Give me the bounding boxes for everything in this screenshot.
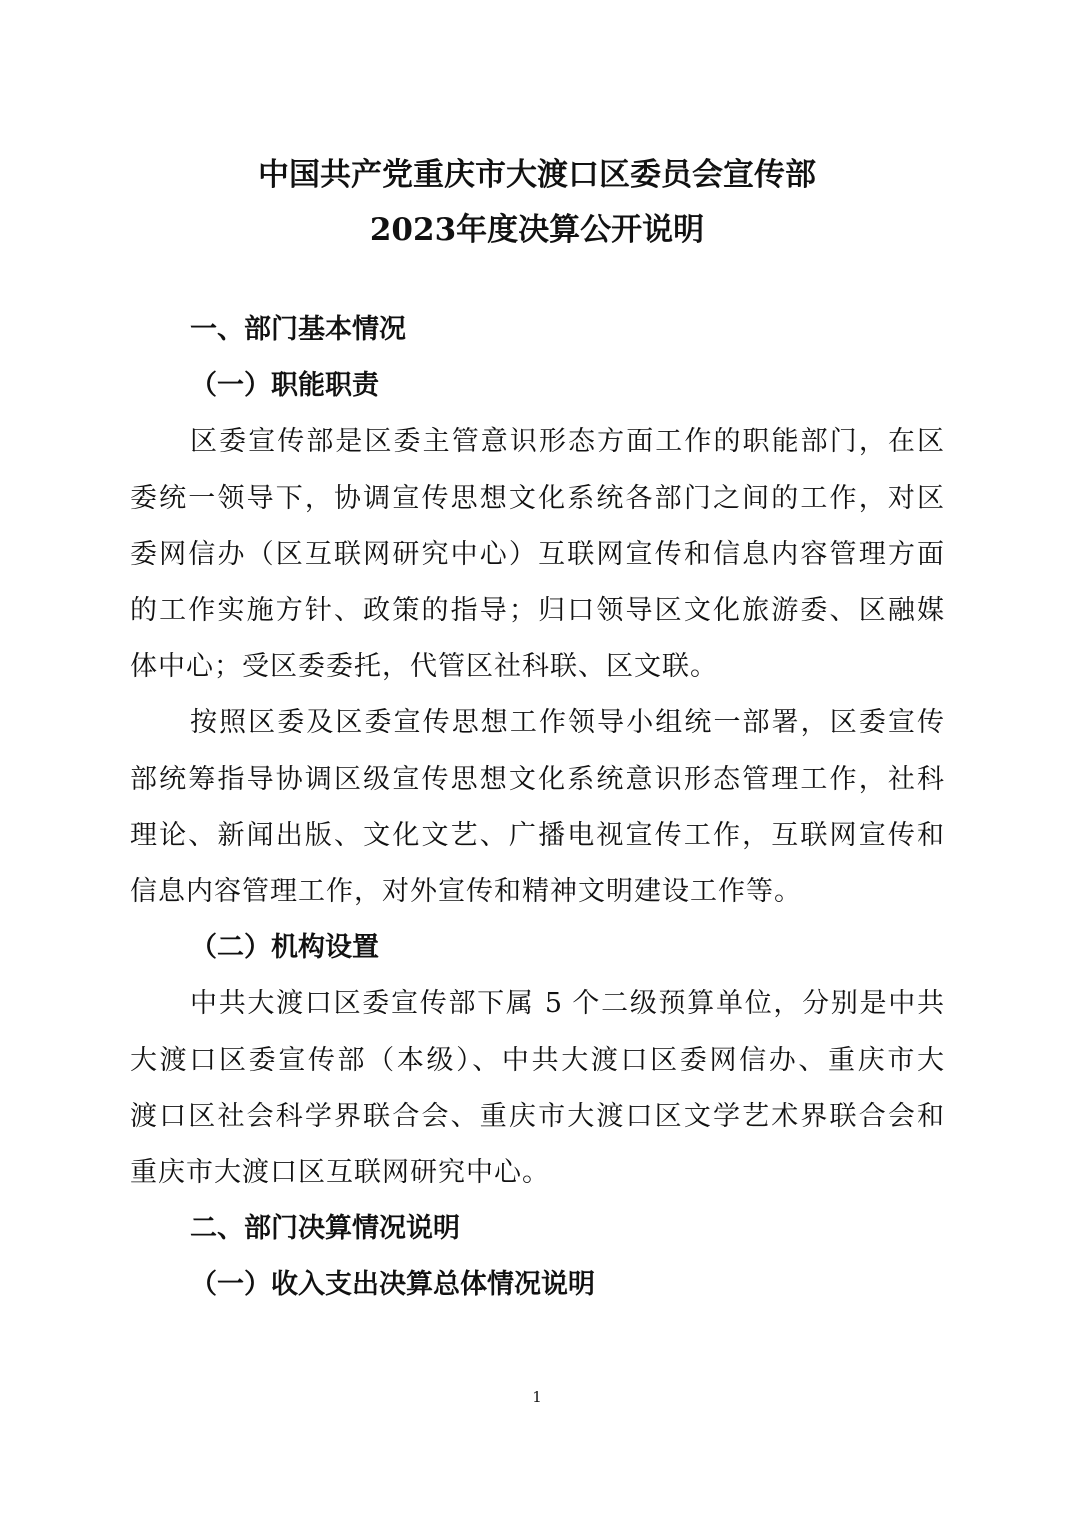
subsection-heading-org: （二）机构设置: [190, 932, 379, 964]
paragraph-line: 中共大渡口区委宣传部下属 5 个二级预算单位，分别是中共: [190, 988, 944, 1020]
paragraph-line: 委网信办（区互联网研究中心）互联网宣传和信息内容管理方面: [130, 538, 944, 570]
paragraph-line: 渡口区社会科学界联合会、重庆市大渡口区文学艺术界联合会和: [130, 1100, 944, 1132]
paragraph-line: 理论、新闻出版、文化文艺、广播电视宣传工作，互联网宣传和: [130, 819, 944, 851]
paragraph-line: 体中心；受区委委托，代管区社科联、区文联。: [130, 651, 718, 683]
page-number: 1: [532, 1388, 542, 1406]
section-heading-basic: 一、部门基本情况: [190, 314, 406, 345]
document-title-line-1: 中国共产党重庆市大渡口区委员会宣传部: [258, 157, 816, 193]
paragraph-line: 大渡口区委宣传部（本级）、中共大渡口区委网信办、重庆市大: [130, 1044, 944, 1076]
subsection-heading-overall: （一）收入支出决算总体情况说明: [190, 1269, 595, 1301]
paragraph-line: 重庆市大渡口区互联网研究中心。: [130, 1157, 550, 1189]
paragraph-line: 部统筹指导协调区级宣传思想文化系统意识形态管理工作，社科: [130, 763, 944, 795]
subsection-heading-duties: （一）职能职责: [190, 370, 379, 402]
paragraph-line: 信息内容管理工作，对外宣传和精神文明建设工作等。: [130, 876, 802, 908]
section-heading-final-accounts: 二、部门决算情况说明: [190, 1213, 460, 1245]
paragraph-line: 委统一领导下，协调宣传思想文化系统各部门之间的工作，对区: [130, 482, 944, 514]
document-title-line-2: 2023年度决算公开说明: [369, 212, 705, 248]
paragraph-line: 按照区委及区委宣传思想工作领导小组统一部署，区委宣传: [190, 707, 944, 739]
paragraph-line: 区委宣传部是区委主管意识形态方面工作的职能部门，在区: [190, 426, 944, 458]
paragraph-line: 的工作实施方针、政策的指导；归口领导区文化旅游委、区融媒: [130, 595, 944, 627]
document-body: [130, 302, 944, 1314]
